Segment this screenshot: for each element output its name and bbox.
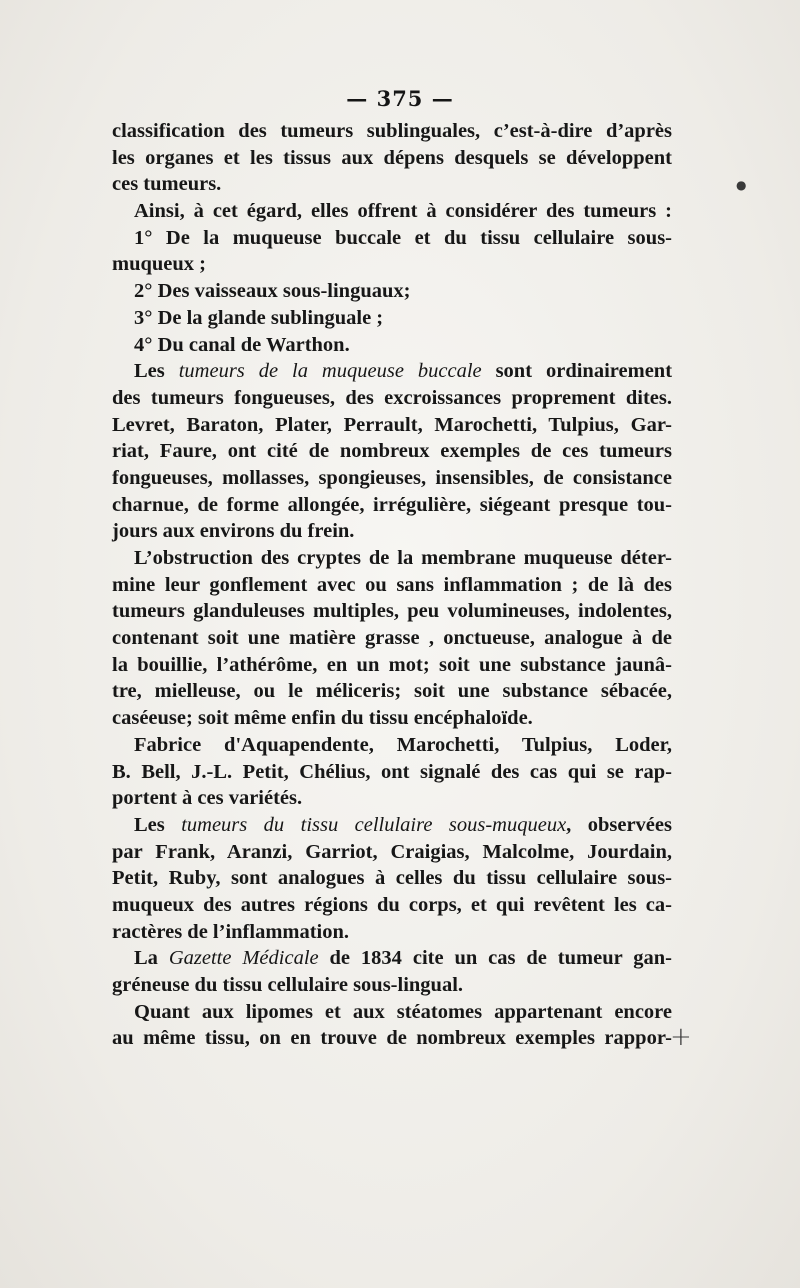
margin-cross-mark: + xyxy=(670,1022,692,1052)
text-run: par Frank, Aranzi, Garriot, Craigias, Malcolme, Jourdain, xyxy=(112,840,672,863)
text-run: gréneuse du tissu cellulaire sous-lingual. xyxy=(112,974,464,996)
text-run: charnue, de forme allongée, irrégulière, siégeant presque tou- xyxy=(112,493,672,516)
text-run: mine leur gonflement avec ou sans inflammation ; de là des xyxy=(112,573,672,596)
text-run: de 1834 cite un cas de tumeur gan- xyxy=(318,947,672,970)
text-line xyxy=(112,385,672,412)
text-run: Quant aux lipomes et aux stéatomes appartenant encore xyxy=(134,1000,672,1023)
text-run: ces tumeurs. xyxy=(112,173,222,196)
text-line xyxy=(112,705,672,732)
ink-speck: ● xyxy=(736,178,747,192)
page-number: — 375 — xyxy=(346,86,454,111)
text-line xyxy=(112,892,672,919)
text-run: ractères de l’inflammation. xyxy=(112,920,350,943)
text-line xyxy=(112,358,672,385)
text-line xyxy=(112,118,672,145)
text-run: L’obstruction des cryptes de la membrane muqueuse déter- xyxy=(134,547,672,569)
text-line xyxy=(112,145,672,172)
text-run: tre, mielleuse, ou le méliceris; soit une substance sébacée, xyxy=(112,680,672,703)
text-line xyxy=(112,305,672,332)
text-run: caséeuse; soit même enfin du tissu encéphaloïde. xyxy=(112,707,533,730)
text-run: Fabrice d'Aquapendente, Marochetti, Tulpius, Loder, xyxy=(134,733,672,756)
text-run: classification des tumeurs sublinguales, c’est-à-dire d’après xyxy=(112,120,672,142)
text-line xyxy=(112,438,672,465)
italic-phrase: Gazette Médicale xyxy=(168,947,319,970)
text-line xyxy=(112,945,672,972)
text-line xyxy=(112,198,672,225)
text-line xyxy=(112,732,672,759)
text-run: des tumeurs fongueuses, des excroissances proprement dites. xyxy=(112,386,672,409)
text-run: riat, Faure, ont cité de nombreux exemples de ces tumeurs xyxy=(112,440,672,463)
text-run: Les xyxy=(134,360,179,383)
text-run: muqueux des autres régions du corps, et qui revêtent les ca- xyxy=(112,893,672,916)
text-run: , observées xyxy=(566,813,672,836)
text-line xyxy=(112,465,672,492)
text-line xyxy=(112,332,672,359)
text-line xyxy=(112,225,672,252)
text-run: B. Bell, J.-L. Petit, Chélius, ont signalé des cas qui se rap- xyxy=(112,760,672,783)
text-run: jours aux environs du frein. xyxy=(112,520,355,543)
text-run: les organes et les tissus aux dépens desquels se développent xyxy=(112,146,672,169)
text-run: 1° De la muqueuse buccale et du tissu cellulaire sous- xyxy=(134,226,672,249)
text-line xyxy=(112,759,672,786)
text-run: tumeurs glanduleuses multiples, peu volumineuses, indolentes, xyxy=(112,600,672,623)
text-line xyxy=(112,492,672,519)
text-run: Petit, Ruby, sont analogues à celles du tissu cellulaire sous- xyxy=(112,867,672,890)
text-line xyxy=(112,919,672,946)
text-run: 4° Du canal de Warthon. xyxy=(134,333,350,356)
text-run: au même tissu, on en trouve de nombreux exemples rappor- xyxy=(112,1027,672,1050)
text-line xyxy=(112,812,672,839)
text-line xyxy=(112,839,672,866)
text-line xyxy=(112,572,672,599)
italic-phrase: tumeurs du tissu cellulaire sous-muqueux xyxy=(181,813,567,836)
text-line xyxy=(112,251,672,278)
text-run: La xyxy=(134,947,169,970)
text-line xyxy=(112,652,672,679)
body-text xyxy=(112,118,672,1052)
text-line xyxy=(112,598,672,625)
text-line xyxy=(112,1025,672,1052)
text-run: Ainsi, à cet égard, elles offrent à considérer des tumeurs : xyxy=(134,200,672,223)
text-run: la bouillie, l’athérôme, en un mot; soit une substance jaunâ- xyxy=(112,653,672,676)
text-run: Levret, Baraton, Plater, Perrault, Marochetti, Tulpius, Gar- xyxy=(112,413,672,436)
text-line xyxy=(112,518,672,545)
text-line xyxy=(112,625,672,652)
text-run: 3° De la glande sublinguale ; xyxy=(134,306,384,329)
text-run: fongueuses, mollasses, spongieuses, insensibles, de consistance xyxy=(112,466,672,489)
text-run: contenant soit une matière grasse , onctueuse, analogue à de xyxy=(112,627,672,650)
text-line xyxy=(112,999,672,1026)
italic-phrase: tumeurs de la muqueuse buccale xyxy=(178,360,482,383)
text-line xyxy=(112,171,672,198)
text-line xyxy=(112,412,672,439)
text-line xyxy=(112,785,672,812)
text-run: 2° Des vaisseaux sous-linguaux; xyxy=(134,280,411,303)
text-line xyxy=(112,972,672,999)
text-run: portent à ces variétés. xyxy=(112,787,303,810)
text-run: muqueux ; xyxy=(112,253,206,276)
text-line xyxy=(112,278,672,305)
text-run: Les xyxy=(134,813,182,836)
text-line xyxy=(112,545,672,572)
text-line xyxy=(112,865,672,892)
text-run: sont ordinairement xyxy=(481,360,673,383)
text-line xyxy=(112,678,672,705)
